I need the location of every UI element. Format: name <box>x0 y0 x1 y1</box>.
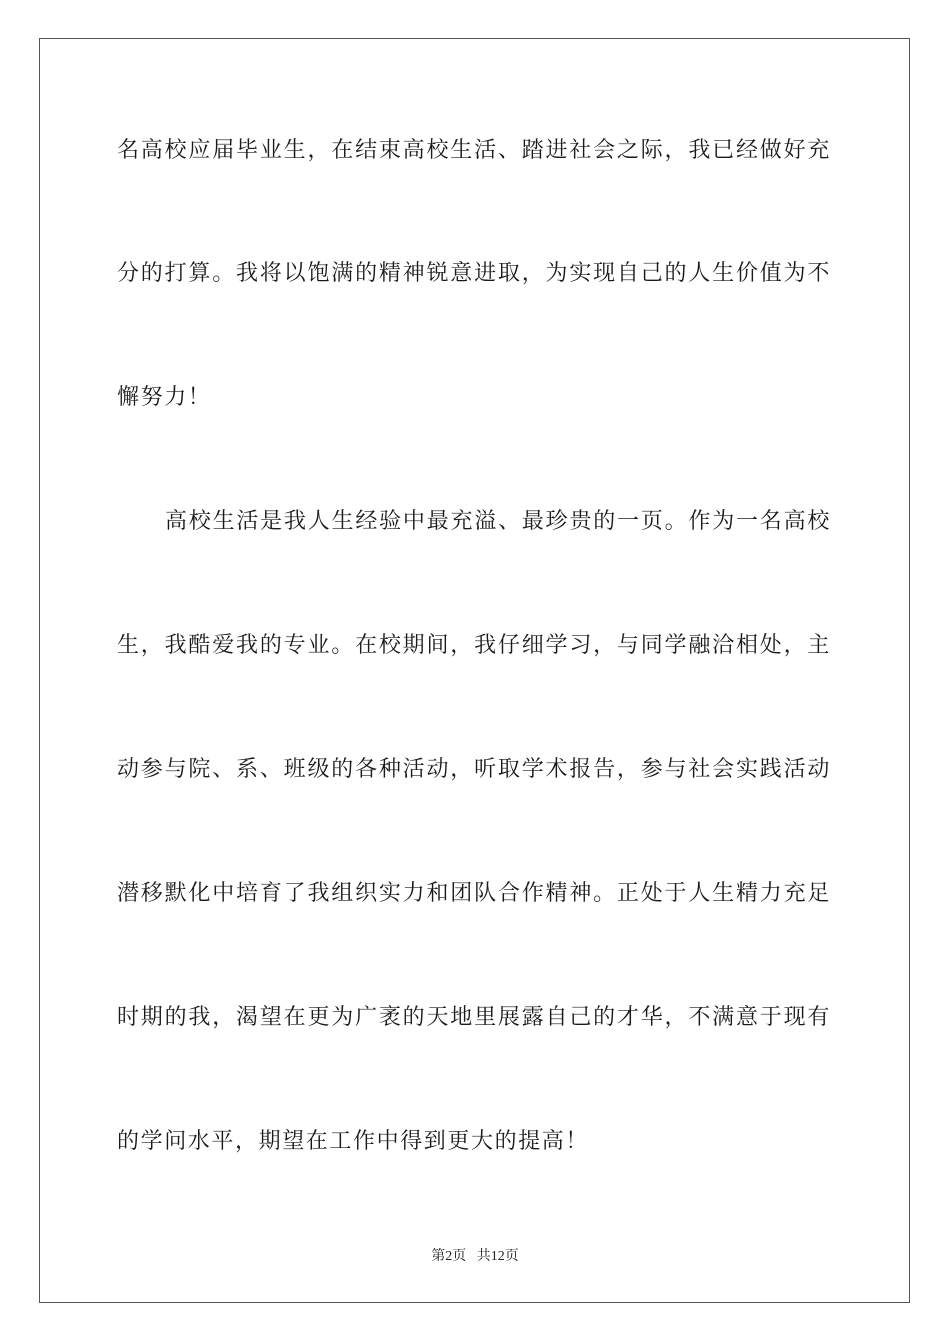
text-line: 高校生活是我人生经验中最充溢、最珍贵的一页。作为一名高校 <box>165 509 831 534</box>
text-line: 潜移默化中培育了我组织实力和团队合作精神。正处于人生精力充足 <box>117 881 831 906</box>
page-border <box>39 38 910 1303</box>
page-number-footer: 第2页 共12页 <box>431 1249 519 1264</box>
text-line: 懈努力！ <box>117 385 212 410</box>
text-line: 时期的我，渴望在更为广袤的天地里展露自己的才华，不满意于现有 <box>117 1005 831 1030</box>
text-line: 动参与院、系、班级的各种活动，听取学术报告，参与社会实践活动 <box>117 757 831 782</box>
text-line: 分的打算。我将以饱满的精神锐意进取，为实现自己的人生价值为不 <box>117 261 831 286</box>
text-line: 名高校应届毕业生，在结束高校生活、踏进社会之际，我已经做好充 <box>117 138 831 163</box>
text-line: 生，我酷爱我的专业。在校期间，我仔细学习，与同学融洽相处，主 <box>117 633 831 658</box>
text-line: 的学问水平，期望在工作中得到更大的提高！ <box>117 1129 590 1154</box>
